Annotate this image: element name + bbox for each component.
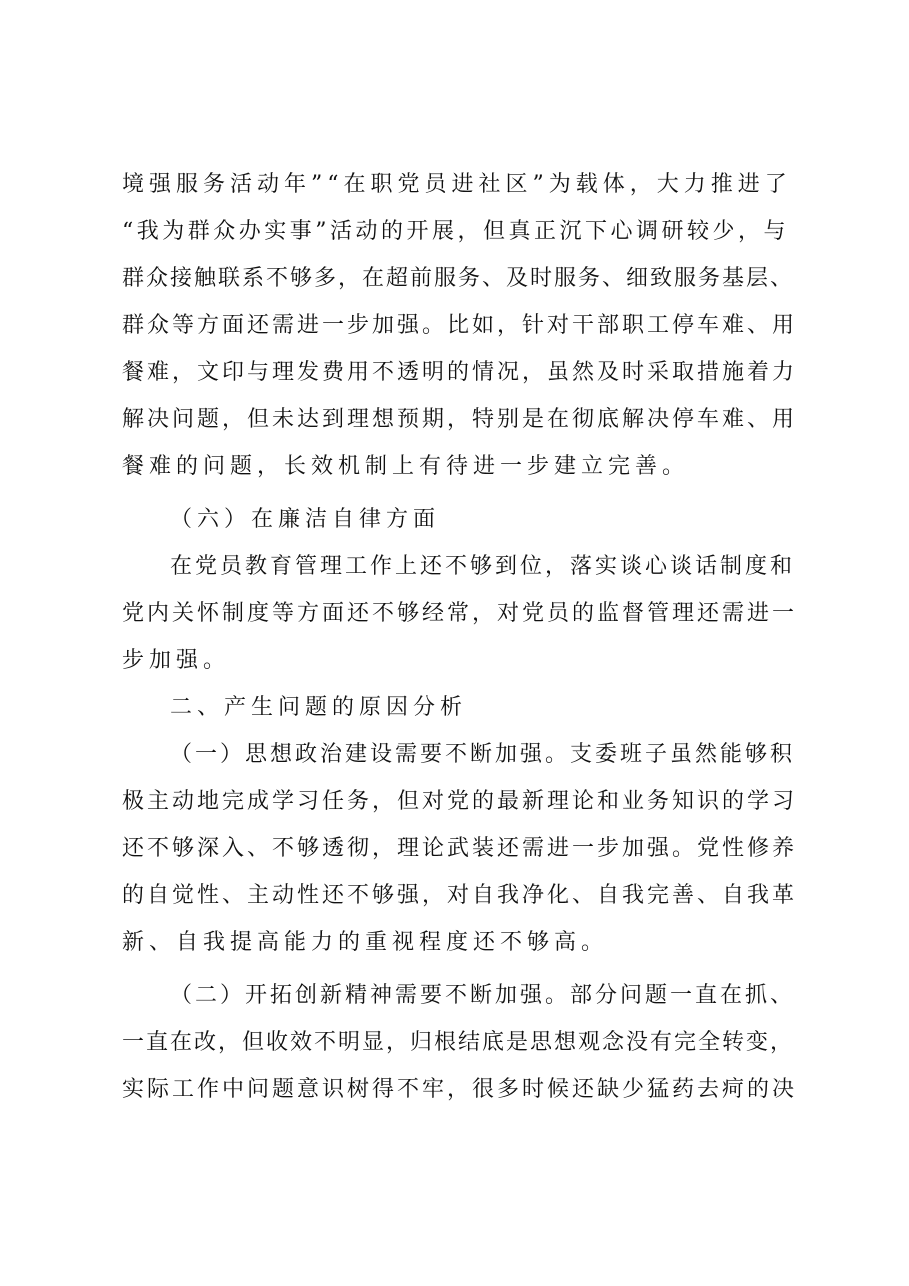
text-line: 解决问题，但未达到理想预期，特别是在彻底解决停车难、用 (122, 407, 798, 432)
text-line: 极主动地完成学习任务，但对党的最新理论和业务知识的学习 (122, 789, 798, 814)
text-line: （二）开拓创新精神需要不断加强。部分问题一直在抓、 (170, 983, 796, 1008)
text-line: 群众接触联系不够多，在超前服务、及时服务、细致服务基层、 (122, 266, 795, 291)
text-line: 境强服务活动年”“在职党员进社区”为载体，大力推进了 (122, 172, 792, 197)
section-heading: （六）在廉洁自律方面 (170, 507, 441, 532)
text-line: 在党员教育管理工作上还不够到位，落实谈心谈话制度和 (170, 554, 796, 579)
section-heading: 二、产生问题的原因分析 (170, 695, 468, 720)
text-line: 餐难，文印与理发费用不透明的情况，虽然及时采取措施着力 (122, 360, 798, 385)
text-line: （一）思想政治建设需要不断加强。支委班子虽然能够积 (170, 742, 796, 767)
text-line: 的自觉性、主动性还不够强，对自我净化、自我完善、自我革 (122, 883, 798, 908)
text-line: 实际工作中问题意识树得不牢，很多时候还缺少猛药去疴的决 (122, 1077, 798, 1102)
text-line: 还不够深入、不够透彻，理论武装还需进一步加强。党性修养 (122, 836, 798, 861)
text-line: 党内关怀制度等方面还不够经常，对党员的监督管理还需进一 (122, 601, 798, 626)
text-line: 步加强。 (122, 648, 231, 673)
text-line: 新、自我提高能力的重视程度还不够高。 (122, 930, 609, 955)
text-line: 一直在改，但收效不明显，归根结底是思想观念没有完全转变， (122, 1030, 795, 1055)
text-line: “我为群众办实事”活动的开展，但真正沉下心调研较少，与 (122, 219, 789, 244)
text-line: 群众等方面还需进一步加强。比如，针对干部职工停车难、用 (122, 313, 798, 338)
text-line: 餐难的问题，长效机制上有待进一步建立完善。 (122, 454, 690, 479)
